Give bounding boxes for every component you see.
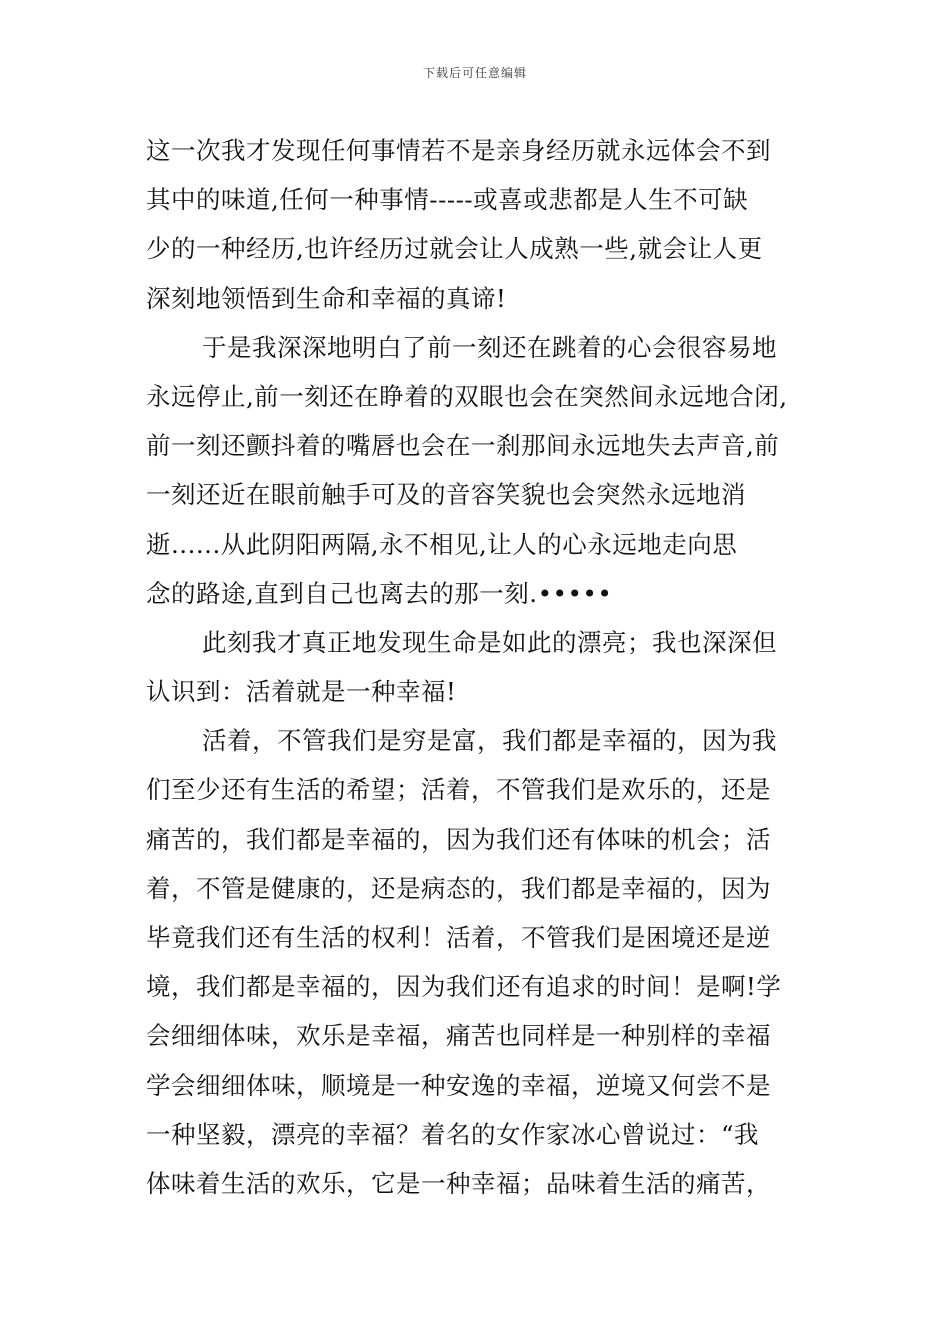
text-line: 们至少还有生活的希望；活着，不管我们是欢乐的，还是 bbox=[146, 775, 771, 805]
text-line: 深刻地领悟到生命和幸福的真谛! bbox=[146, 283, 507, 313]
text-line: 认识到：活着就是一种幸福! bbox=[146, 677, 457, 707]
paragraph-first-line: 活着，不管我们是穷是富，我们都是幸福的，因为我 bbox=[202, 726, 777, 756]
paragraph-first-line: 于是我深深地明白了前一刻还在跳着的心会很容易地 bbox=[202, 332, 777, 362]
text-line: 会细细体味，欢乐是幸福，痛苦也同样是一种别样的幸福 bbox=[146, 1021, 771, 1051]
text-line: 体味着生活的欢乐，它是一种幸福；品味着生活的痛苦， bbox=[146, 1168, 771, 1198]
text-line: 学会细细体味，顺境是一种安逸的幸福，逆境又何尝不是 bbox=[146, 1070, 771, 1100]
text-line: 永远停止,前一刻还在睁着的双眼也会在突然间永远地合闭, bbox=[146, 381, 788, 411]
page-header: 下载后可任意编辑 bbox=[422, 66, 527, 80]
text-line: 前一刻还颤抖着的嘴唇也会在一刹那间永远地失去声音,前 bbox=[146, 431, 780, 461]
text-line: 痛苦的，我们都是幸福的，因为我们还有体味的机会；活 bbox=[146, 824, 771, 854]
text-line: 这一次我才发现任何事情若不是亲身经历就永远体会不到 bbox=[146, 136, 771, 165]
text-line: 毕竟我们还有生活的权利！活着，不管我们是困境还是逆 bbox=[146, 923, 771, 952]
text-line: 逝......从此阴阳两隔,永不相见,让人的心永远地走向思 bbox=[146, 529, 738, 559]
text-line: 念的路途,直到自己也离去的那一刻.••••• bbox=[146, 578, 613, 608]
paragraph-first-line: 此刻我才真正地发现生命是如此的漂亮；我也深深但 bbox=[202, 627, 777, 657]
document-body bbox=[146, 126, 810, 1208]
text-line: 一刻还近在眼前触手可及的音容笑貌也会突然永远地消 bbox=[146, 480, 746, 510]
text-line: 着，不管是健康的，还是病态的，我们都是幸福的，因为 bbox=[146, 873, 771, 903]
text-line: 少的一种经历,也许经历过就会让人成熟一些,就会让人更 bbox=[146, 234, 763, 264]
text-line: 一种坚毅，漂亮的幸福？着名的女作家冰心曾说过：“我 bbox=[146, 1119, 760, 1149]
text-line: 其中的味道,任何一种事情-----或喜或悲都是人生不可缺 bbox=[146, 185, 749, 215]
text-line: 境，我们都是幸福的，因为我们还有追求的时间！是啊!学 bbox=[146, 972, 782, 1002]
